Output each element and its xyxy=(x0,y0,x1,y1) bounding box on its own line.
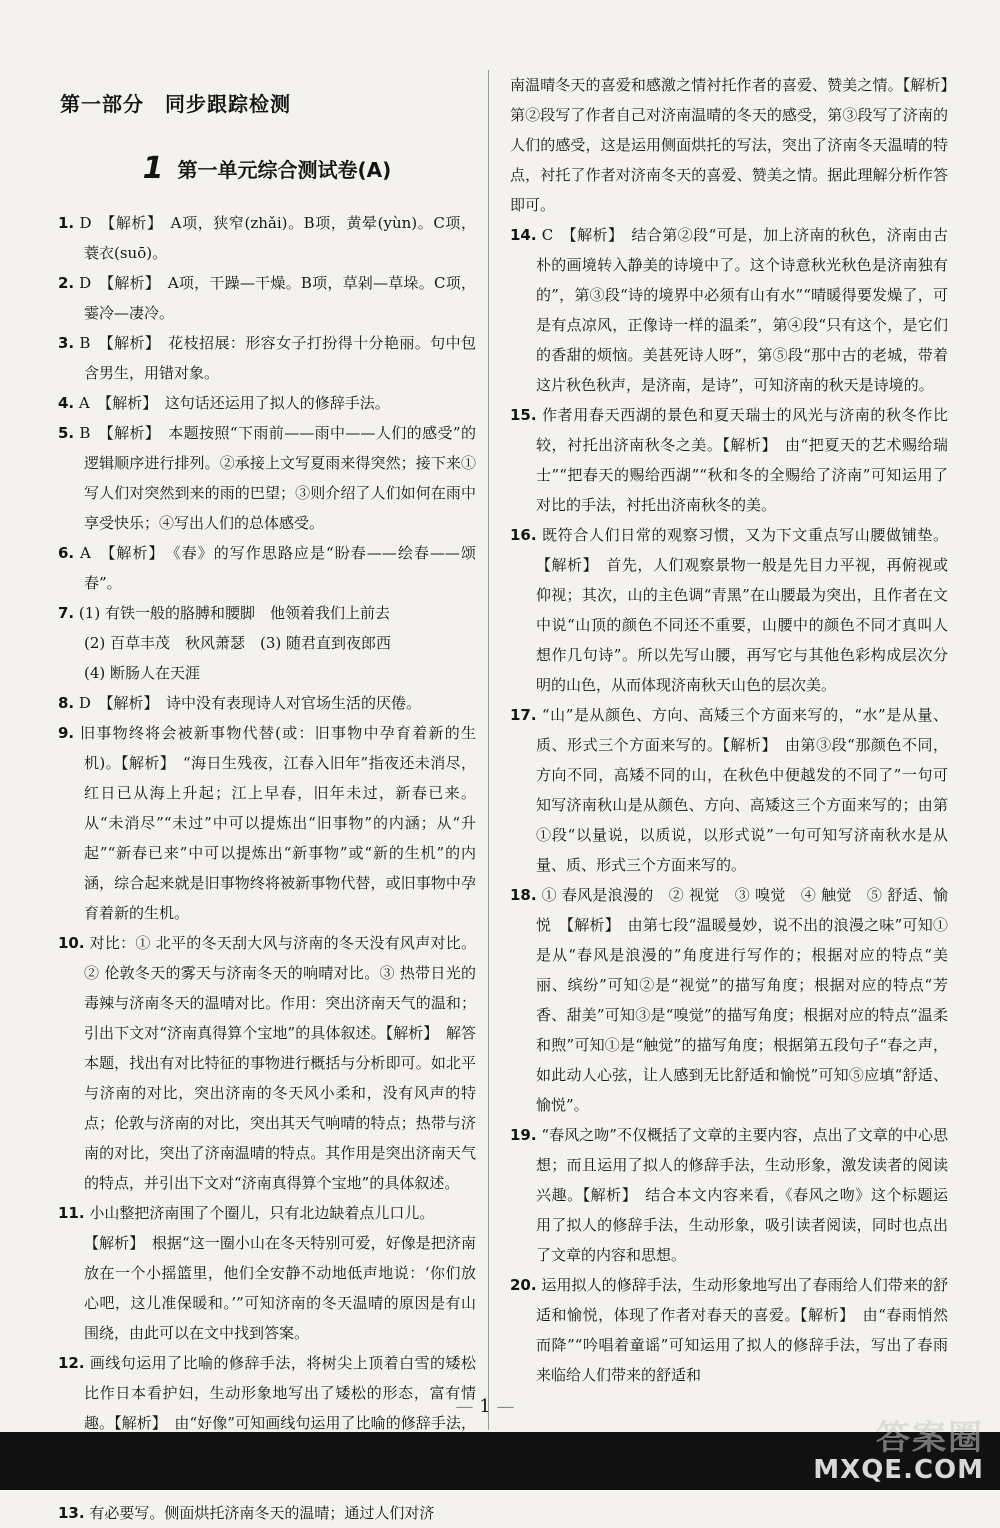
answer-number: 16. xyxy=(510,526,537,544)
answer-item xyxy=(510,520,948,700)
answer-text: (1) 有铁一般的胳膊和腰脚 他领着我们上前去 (2) 百草丰茂 秋风萧瑟 (3) 随君直到夜郎西 (4) 断肠人在天涯 xyxy=(78,604,392,682)
answer-text: D 【解析】 A项，干躁—干燥。B项，草剁—草垛。C项，霎冷—凄冷。 xyxy=(79,274,476,322)
answer-item xyxy=(58,208,476,268)
watermark xyxy=(784,1420,984,1486)
answer-number: 18. xyxy=(510,886,537,904)
answer-item xyxy=(58,688,476,718)
unit-number: 1 xyxy=(142,151,164,186)
answer-text: D 【解析】 A项，狭窄(zhǎi)。B项，黄晕(yùn)。C项，蓑衣(suō)。 xyxy=(79,214,476,262)
answer-item xyxy=(58,268,476,328)
answer-item xyxy=(58,538,476,598)
answer-text: 运用拟人的修辞手法，生动形象地写出了春雨给人们带来的舒适和愉悦，体现了作者对春天的喜爱。【解析】 由“春雨悄然而降”“吟唱着童谣”可知运用了拟人的修辞手法，写出了春雨来临给人们带来的舒适和 xyxy=(536,1276,948,1384)
answer-item xyxy=(58,928,476,1198)
right-answer-list xyxy=(510,70,964,1390)
part-title: 第一部分 同步跟踪检测 xyxy=(60,92,291,116)
answer-text: A 【解析】 这句话还运用了拟人的修辞手法。 xyxy=(78,394,390,412)
answer-number: 10. xyxy=(58,934,85,952)
answer-number: 6. xyxy=(58,544,75,562)
answer-text: B 【解析】 本题按照“下雨前——雨中——人们的感受”的逻辑顺序进行排列。②承接上文写夏雨来得突然；接下来①写人们对突然到来的雨的巴望；③则介绍了人们如何在雨中享受快乐；④写出人们的总体感受。 xyxy=(79,424,476,532)
answer-item xyxy=(510,400,948,520)
page-number-value: 1 xyxy=(479,1396,491,1417)
answer-item xyxy=(510,1270,948,1390)
answer-text: B 【解析】 花枝招展：形容女子打扮得十分艳丽。句中包含男生，用错对象。 xyxy=(79,334,476,382)
answer-item xyxy=(58,388,476,418)
answer-number: 12. xyxy=(58,1354,85,1372)
answer-number: 15. xyxy=(510,406,537,424)
answer-item xyxy=(58,598,476,688)
answer-continuation: 南温晴冬天的喜爱和感激之情衬托作者的喜爱、赞美之情。【解析】 第②段写了作者自己对济南温晴的冬天的感受，第③段写了济南的人们的感受，这是运用侧面烘托的写法，突出了济南冬天温晴的特点，衬托了作者对济南冬天的喜爱、赞美之情。据此理解分析作答即可。 xyxy=(510,76,964,214)
answer-item xyxy=(58,718,476,928)
answer-number: 4. xyxy=(58,394,75,412)
answer-item xyxy=(58,418,476,538)
watermark-url: MXQE.COM xyxy=(813,1455,984,1485)
left-column xyxy=(58,78,476,1528)
answer-number: 11. xyxy=(58,1204,85,1222)
answer-text: 小山整把济南围了个圈儿，只有北边缺着点儿口儿。 【解析】 根据“这一圈小山在冬天特别可爱，好像是把济南放在一个小摇篮里，他们全安静不动地低声地说：‘你们放心吧，这儿准保暖和。’”可知济南的冬天温晴的原因是有山围绕，由此可以在文中找到答案。 xyxy=(84,1204,476,1342)
answer-item xyxy=(510,1120,948,1270)
answer-text: 画线句运用了比喻的修辞手法，将树尖上顶着白雪的矮松比作日本看护妇，生动形象地写出了矮松的形态，富有情趣。【解析】 由“好像”可知画线句运用了比喻的修辞手法， xyxy=(84,1354,476,1432)
answer-text: ① 春风是浪漫的 ② 视觉 ③ 嗅觉 ④ 触觉 ⑤ 舒适、愉悦 【解析】 由第七段“温暖曼妙，说不出的浪漫之味”可知①是从“春风是浪漫的”角度进行写作的；根据对应的特点“美丽、缤纷”可知②是“视觉”的描写角度；根据对应的特点“芳香、甜美”可知③是“嗅觉”的描写角度；根据对应的特点“温柔和煦”可知①是“触觉”的描写角度；根据第五段句子“春之声，如此动人心弦，让人感到无比舒适和愉悦”可知⑤应填“舒适、愉悦”。 xyxy=(536,886,948,1114)
answer-number: 8. xyxy=(58,694,75,712)
answer-item xyxy=(58,328,476,388)
answer-text: 对比：① 北平的冬天刮大风与济南的冬天没有风声对比。② 伦敦冬天的雾天与济南冬天的响晴对比。③ 热带日光的毒辣与济南冬天的温晴对比。作用：突出济南天气的温和；引出下文对“济南真得算个宝地”的具体叙述。【解析】 解答本题，找出有对比特征的事物进行概括与分析即可。如北平与济南的对比，突出济南的冬天风小柔和，没有风声的特点；伦敦与济南的对比，突出其天气响晴的特点；热带与济南的对比，突出了济南温晴的特点。其作用是突出济南天气的特点，并引出下文对“济南真得算个宝地”的具体叙述。 xyxy=(84,934,476,1192)
answer-item xyxy=(58,1198,476,1348)
answer-item xyxy=(510,880,948,1120)
answer-text: 既符合人们日常的观察习惯，又为下文重点写山腰做铺垫。【解析】 首先，人们观察景物一般是先目力平视，再俯视或仰视；其次，山的主色调“青黑”在山腰最为突出，且作者在文中说“山顶的颜色不同还不重要，山腰中的颜色不同才真叫人想作几句诗”。所以先写山腰，再写它与其他色彩构成层次分明的山色，从而体现济南秋天山色的层次美。 xyxy=(536,526,948,694)
unit-title xyxy=(58,151,476,186)
answer-text: A 【解析】 《春》的写作思路应是“盼春——绘春——颂春”。 xyxy=(79,544,476,592)
answer-text: “春风之吻”不仅概括了文章的主要内容，点出了文章的中心思想；而且运用了拟人的修辞手法，生动形象，激发读者的阅读兴趣。【解析】 结合本文内容来看，《春风之吻》这个标题运用了拟人的修辞手法，生动形象，吸引读者阅读，同时也点出了文章的内容和思想。 xyxy=(536,1126,948,1264)
answer-number: 9. xyxy=(58,724,75,742)
answer-number: 3. xyxy=(58,334,75,352)
answer-number: 17. xyxy=(510,706,537,724)
answer-item xyxy=(58,1498,476,1528)
answer-number: 19. xyxy=(510,1126,537,1144)
left-answer-list xyxy=(58,208,476,1528)
page-number: — 1 — xyxy=(455,1396,515,1417)
answer-number: 13. xyxy=(58,1504,85,1522)
watermark-logo: 答案圈 xyxy=(876,1418,984,1458)
answer-number: 14. xyxy=(510,226,537,244)
answer-text: C 【解析】 结合第②段“可是，加上济南的秋色，济南由古朴的画境转入静美的诗境中了。这个诗意秋光秋色是济南独有的”，第③段“诗的境界中必须有山有水”“晴暖得要发燥了，可是有点凉风，正像诗一样的温柔”，第④段“只有这个，是它们的香甜的烦恼。美甚死诗人呀”，第⑤段“那中古的老城，带着这片秋色秋声，是济南，是诗”，可知济南的秋天是诗境的。 xyxy=(536,226,948,394)
answer-item xyxy=(510,220,948,400)
answer-number: 2. xyxy=(58,274,75,292)
answer-item xyxy=(510,700,948,880)
answer-text: “山”是从颜色、方向、高矮三个方面来写的，“水”是从量、质、形式三个方面来写的。【解析】 由第③段“那颜色不同，方向不同，高矮不同的山，在秋色中便越发的不同了”一句可知写济南秋山是从颜色、方向、高矮这三个方面来写的；由第①段“以量说，以质说，以形式说”一句可知写济南秋水是从量、质、形式三个方面来写的。 xyxy=(536,706,948,874)
answer-number: 1. xyxy=(58,214,75,232)
answer-text: 旧事物终将会被新事物代替(或：旧事物中孕育着新的生机)。【解析】 “海日生残夜，江春入旧年”指夜还未消尽，红日已从海上升起；江上早春，旧年未过，新春已来。从“未消尽”“未过”中可以提炼出“旧事物”的内涵；从“升起”“新春已来”中可以提炼出“新事物”或“新的生机”的内涵，综合起来就是旧事物终将被新事物代替，或旧事物中孕育着新的生机。 xyxy=(80,724,476,922)
column-divider xyxy=(488,70,489,1430)
answer-number: 20. xyxy=(510,1276,537,1294)
answer-text: D 【解析】 诗中没有表现诗人对官场生活的厌倦。 xyxy=(78,694,421,712)
unit-title-text: 第一单元综合测试卷(A) xyxy=(177,158,392,182)
answer-text: 作者用春天西湖的景色和夏天瑞士的风光与济南的秋冬作比较，衬托出济南秋冬之美。【解析】 由“把夏天的艺术赐给瑞士”“把春天的赐给西湖”“秋和冬的全赐给了济南”可知运用了对比的手法，衬托出济南秋冬的美。 xyxy=(536,406,948,514)
right-column xyxy=(510,70,964,1390)
answer-text: 有必要写。侧面烘托济南冬天的温晴；通过人们对济 xyxy=(89,1504,435,1522)
answer-number: 7. xyxy=(58,604,75,622)
answer-number: 5. xyxy=(58,424,75,442)
